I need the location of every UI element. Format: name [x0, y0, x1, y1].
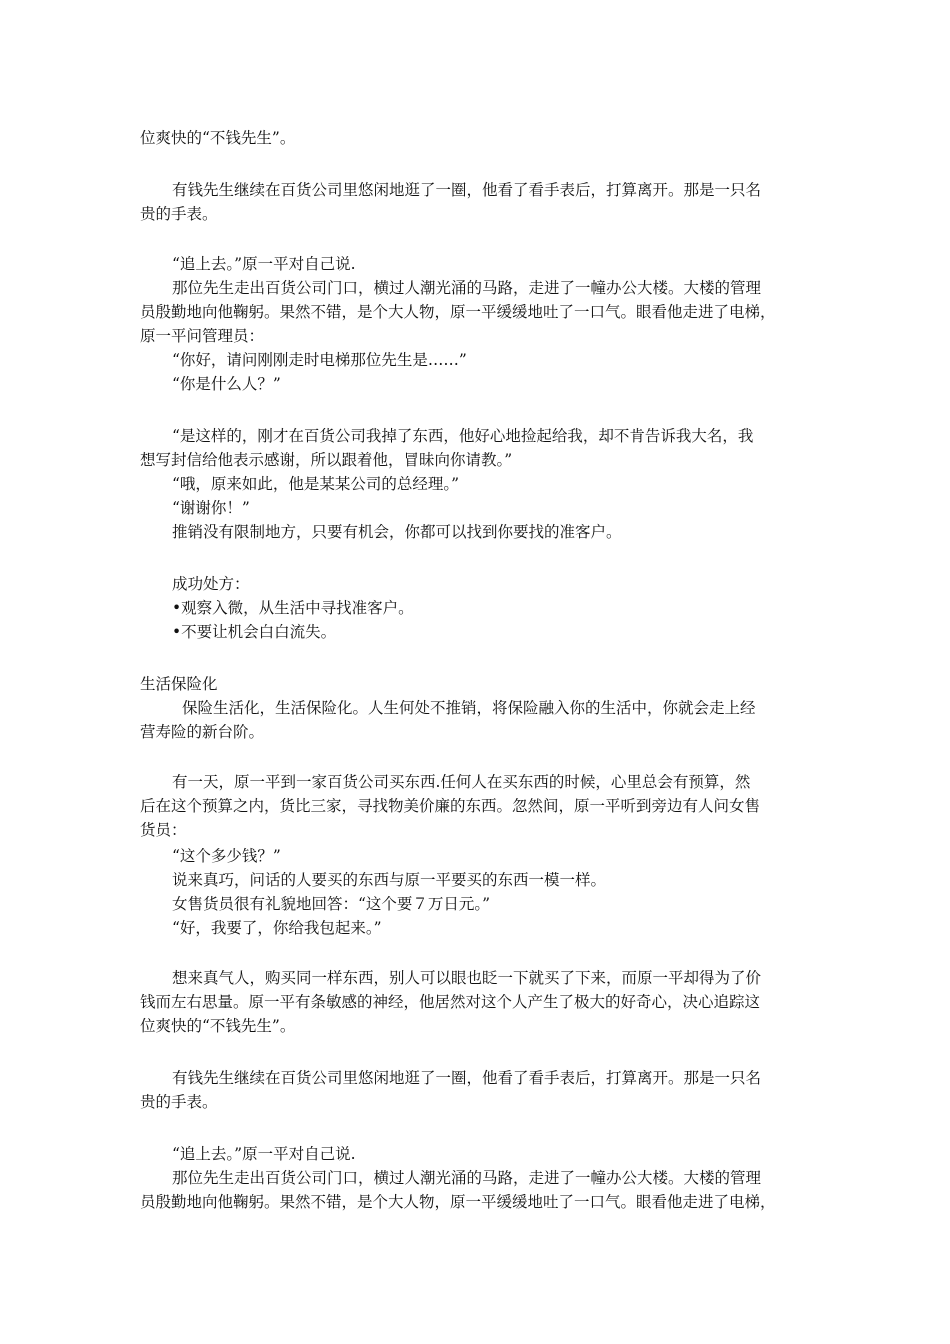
text-line: 员殷勤地向他鞠躬。果然不错，是个大人物，原一平缓缓地吐了一口气。眼看他走进了电梯， [140, 303, 776, 321]
text-line: 员殷勤地向他鞠躬。果然不错，是个大人物，原一平缓缓地吐了一口气。眼看他走进了电梯， [140, 1193, 776, 1211]
text-line: 那位先生走出百货公司门口，横过人潮光涌的马路，走进了一幢办公大楼。大楼的管理 [172, 279, 762, 297]
text-line: 后在这个预算之内，货比三家，寻找物美价廉的东西。忽然间，原一平听到旁边有人问女售 [140, 797, 761, 815]
text-line: 推销没有限制地方，只要有机会，你都可以找到你要找的准客户。 [172, 523, 622, 541]
text-line: 那位先生走出百货公司门口，横过人潮光涌的马路，走进了一幢办公大楼。大楼的管理 [172, 1169, 762, 1187]
text-line: 想来真气人，购买同一样东西，别人可以眼也眨一下就买了下来，而原一平却得为了价 [172, 969, 762, 987]
text-line: 钱而左右思量。原一平有条敏感的神经，他居然对这个人产生了极大的好奇心，决心追踪这 [140, 993, 761, 1011]
text-line: “谢谢你！” [172, 499, 250, 517]
text-line: “好，我要了，你给我包起来。” [172, 919, 382, 937]
text-line: “你好，请问刚刚走时电梯那位先生是……” [172, 351, 467, 369]
section-heading: 生活保险化 [140, 675, 218, 693]
text-line: 营寿险的新台阶。 [140, 723, 265, 741]
text-line: “是这样的，刚才在百货公司我掉了东西，他好心地捡起给我，却不肯告诉我大名，我 [172, 427, 754, 445]
text-line: 货员： [140, 821, 187, 839]
text-line: 贵的手表。 [140, 205, 218, 223]
text-line: 位爽快的“不钱先生”。 [140, 129, 296, 147]
text-line: “追上去。”原一平对自己说. [172, 1145, 356, 1163]
text-line: 保险生活化，生活保险化。人生何处不推销，将保险融入你的生活中，你就会走上经 [182, 699, 756, 717]
text-line: 贵的手表。 [140, 1093, 218, 1111]
text-line: 位爽快的“不钱先生”。 [140, 1017, 296, 1035]
text-line: “这个多少钱？” [172, 847, 281, 865]
text-line: 原一平问管理员： [140, 327, 265, 345]
text-line: 想写封信给他表示感谢，所以跟着他，冒昧向你请教。” [140, 451, 513, 469]
text-line: 女售货员很有礼貌地回答：“这个要７万日元。” [172, 895, 491, 913]
list-item: •不要让机会白白流失。 [172, 623, 337, 641]
text-line: “你是什么人？” [172, 375, 281, 393]
text-line: 有钱先生继续在百货公司里悠闲地逛了一圈，他看了看手表后，打算离开。那是一只名 [172, 181, 762, 199]
text-line: “哦，原来如此，他是某某公司的总经理。” [172, 475, 460, 493]
text-line: 说来真巧，问话的人要买的东西与原一平要买的东西一模一样。 [172, 871, 607, 889]
list-item: •观察入微，从生活中寻找准客户。 [172, 599, 414, 617]
text-line: 有钱先生继续在百货公司里悠闲地逛了一圈，他看了看手表后，打算离开。那是一只名 [172, 1069, 762, 1087]
text-line: 有一天，原一平到一家百货公司买东西.任何人在买东西的时候，心里总会有预算，然 [172, 773, 751, 791]
text-line: 成功处方： [172, 575, 250, 593]
text-line: “追上去。”原一平对自己说. [172, 255, 356, 273]
